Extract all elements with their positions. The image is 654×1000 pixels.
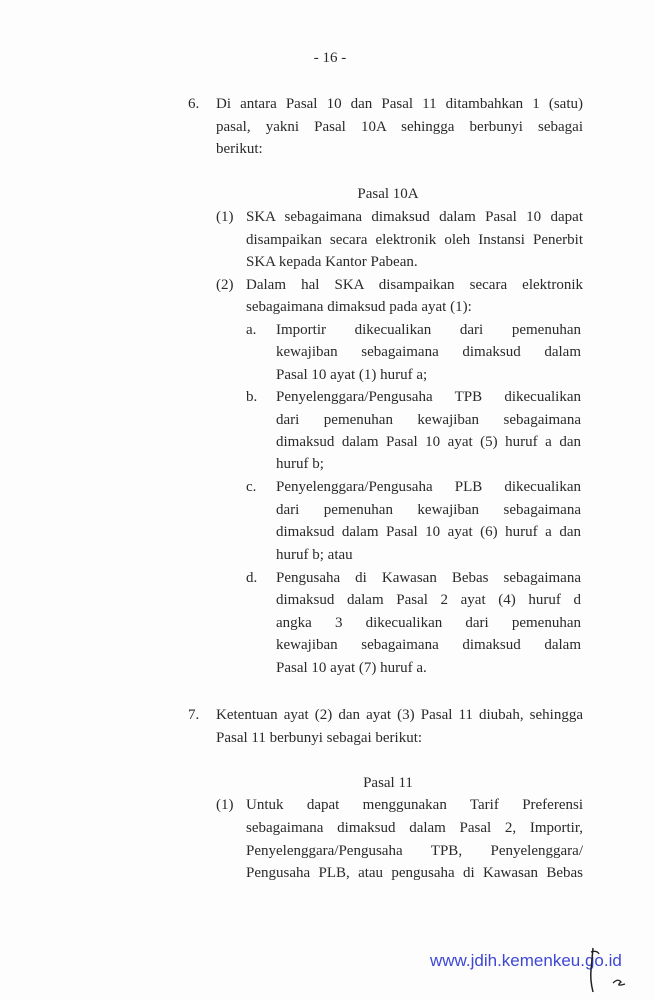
item-7-line: Ketentuan ayat (2) dan ayat (3) Pasal 11 diubah, sehingga [216, 707, 583, 723]
ayat-number: (1) [216, 797, 234, 813]
ayat-line: SKA sebagaimana dimaksud dalam Pasal 10 dapat [246, 209, 583, 225]
huruf-line: Penyelenggara/Pengusaha PLB dikecualikan [276, 479, 581, 495]
huruf-line: dari pemenuhan kewajiban sebagaimana [276, 502, 581, 518]
ayat-line: Penyelenggara/Pengusaha TPB, Penyelenggara/ [246, 843, 583, 859]
ayat-line: sebagaimana dimaksud dalam Pasal 2, Importir, [246, 820, 583, 836]
ayat-line: disampaikan secara elektronik oleh Instansi Penerbit [246, 232, 583, 248]
huruf-number: c. [246, 479, 257, 495]
ayat-number: (2) [216, 277, 234, 293]
item-6-line: pasal, yakni Pasal 10A sehingga berbunyi sebagai [216, 119, 583, 135]
huruf-line: dimaksud dalam Pasal 10 ayat (6) huruf a dan [276, 524, 581, 540]
huruf-line: Pasal 10 ayat (7) huruf a. [276, 660, 427, 676]
item-6-line: Di antara Pasal 10 dan Pasal 11 ditambahkan 1 (satu) [216, 96, 583, 112]
ayat-line: Untuk dapat menggunakan Tarif Preferensi [246, 797, 583, 813]
huruf-line: Pengusaha di Kawasan Bebas sebagaimana [276, 570, 581, 586]
ayat-line: SKA kepada Kantor Pabean. [246, 254, 418, 270]
ayat-number: (1) [216, 209, 234, 225]
ayat-line: sebagaimana dimaksud pada ayat (1): [246, 299, 472, 315]
huruf-line: huruf b; atau [276, 547, 353, 563]
item-7-line: Pasal 11 berbunyi sebagai berikut: [216, 730, 423, 746]
item-6-number: 6. [188, 96, 200, 112]
huruf-line: dari pemenuhan kewajiban sebagaimana [276, 412, 581, 428]
huruf-line: kewajiban sebagaimana dimaksud dalam [276, 637, 581, 653]
watermark-link[interactable]: www.jdih.kemenkeu.go.id [430, 951, 622, 970]
page-number: - 16 - [313, 50, 347, 66]
paraf-signature-icon [585, 940, 645, 995]
item-7-number: 7. [188, 707, 200, 723]
huruf-line: angka 3 dikecualikan dari pemenuhan [276, 615, 581, 631]
huruf-line: Pasal 10 ayat (1) huruf a; [276, 367, 428, 383]
huruf-line: Penyelenggara/Pengusaha TPB dikecualikan [276, 389, 581, 405]
heading-pasal-10a: Pasal 10A [357, 186, 419, 202]
huruf-line: kewajiban sebagaimana dimaksud dalam [276, 344, 581, 360]
ayat-line: Pengusaha PLB, atau pengusaha di Kawasan Bebas [246, 865, 583, 881]
huruf-line: dimaksud dalam Pasal 2 ayat (4) huruf d [276, 592, 581, 608]
huruf-line: dimaksud dalam Pasal 10 ayat (5) huruf a dan [276, 434, 581, 450]
huruf-line: Importir dikecualikan dari pemenuhan [276, 322, 581, 338]
ayat-line: Dalam hal SKA disampaikan secara elektronik [246, 277, 583, 293]
item-6-line: berikut: [216, 141, 263, 157]
huruf-number: a. [246, 322, 257, 338]
huruf-number: b. [246, 389, 258, 405]
huruf-line: huruf b; [276, 456, 324, 472]
heading-pasal-11: Pasal 11 [363, 775, 413, 791]
huruf-number: d. [246, 570, 258, 586]
